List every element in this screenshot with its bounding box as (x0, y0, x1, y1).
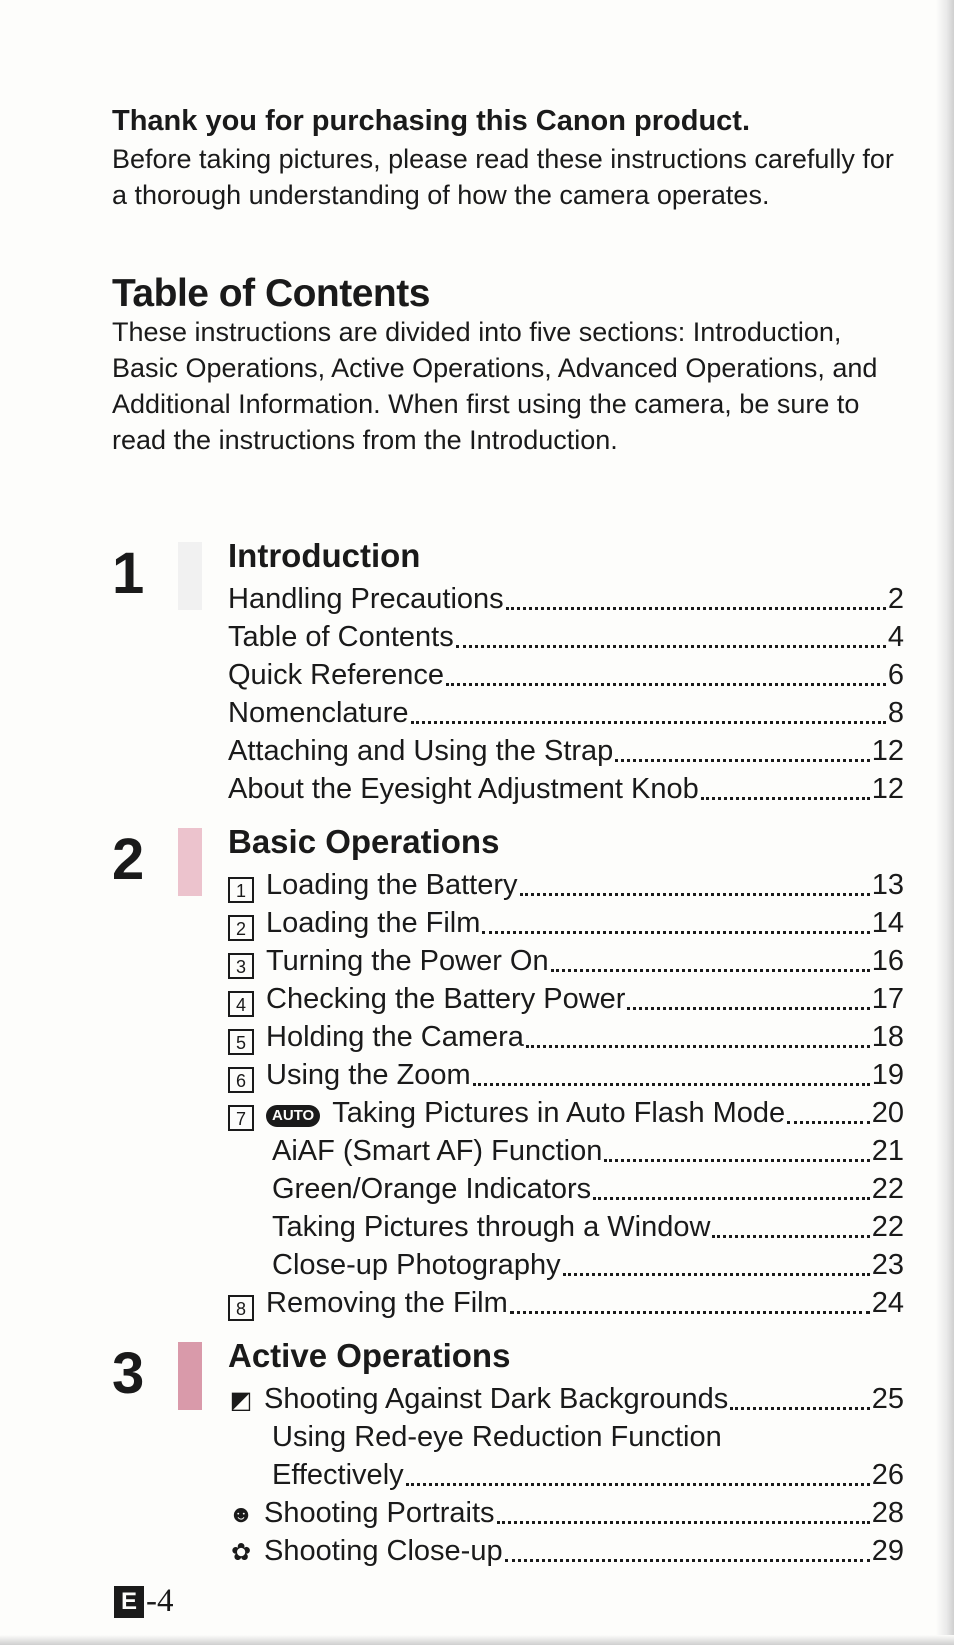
dot-leader (497, 1521, 870, 1524)
toc-entry[interactable] (228, 1532, 904, 1570)
step-number-box: 8 (228, 1295, 254, 1321)
section-title: Introduction (228, 537, 421, 574)
entry-label: Table of Contents (228, 621, 454, 653)
intro-block (112, 103, 902, 213)
dot-leader (406, 1483, 870, 1486)
dot-leader (520, 893, 870, 896)
section-color-tab (178, 542, 202, 610)
shooting-mode-icon: ☻ (228, 1501, 254, 1528)
dot-leader (563, 1273, 870, 1276)
toc-entry[interactable] (228, 1208, 904, 1246)
section-title: Basic Operations (228, 823, 500, 860)
entry-page-number: 22 (871, 1173, 904, 1205)
entry-page-number: 2 (887, 583, 904, 615)
toc-entry[interactable] (228, 732, 904, 770)
entry-page-number: 25 (871, 1383, 904, 1415)
entry-label: Attaching and Using the Strap (228, 735, 614, 767)
toc-entry[interactable] (228, 1246, 904, 1284)
auto-mode-icon: AUTO (266, 1105, 320, 1127)
section-entries (228, 1380, 904, 1570)
entry-label: Shooting Portraits (264, 1497, 495, 1529)
entry-page-number: 19 (871, 1059, 904, 1091)
page-footer (114, 1583, 174, 1620)
intro-text: Before taking pictures, please read these instructions carefully for a thorough understanding of how the camera operates. (112, 144, 894, 210)
dot-leader (730, 1407, 869, 1410)
toc-entry[interactable] (228, 1456, 904, 1494)
dot-leader (510, 1311, 870, 1314)
step-number-box: 3 (228, 953, 254, 979)
dot-leader (787, 1121, 870, 1124)
dot-leader (701, 797, 870, 800)
dot-leader (712, 1235, 869, 1238)
section-color-tab (178, 828, 202, 896)
entry-page-number: 17 (871, 983, 904, 1015)
entry-page-number: 12 (871, 773, 904, 805)
dot-leader (446, 683, 886, 686)
entry-page-number: 26 (871, 1459, 904, 1491)
entry-page-number: 24 (871, 1287, 904, 1319)
entry-page-number: 13 (871, 869, 904, 901)
entry-label: Taking Pictures through a Window (272, 1211, 711, 1243)
toc-entry[interactable] (228, 1418, 904, 1456)
dot-leader (593, 1197, 870, 1200)
entry-page-number: 18 (871, 1021, 904, 1053)
toc-description: These instructions are divided into five sections: Introduction, Basic Operations, Active Operations, Advanced Operations, and Additional Information. When first using the camera, be sure to read the instructions from the Introduction. (112, 317, 878, 455)
shooting-mode-icon: ◩ (229, 1387, 253, 1414)
section-entries (228, 580, 904, 808)
entry-label: Checking the Battery Power (266, 983, 626, 1015)
entry-label: Green/Orange Indicators (272, 1173, 592, 1205)
toc-entry[interactable] (228, 942, 904, 980)
toc-entry[interactable] (228, 1132, 904, 1170)
entry-page-number: 14 (871, 907, 904, 939)
toc-entry[interactable] (228, 770, 904, 808)
toc-entry[interactable] (228, 1018, 904, 1056)
toc-title: Table of Contents (112, 272, 430, 315)
entry-label: Holding the Camera (266, 1021, 524, 1053)
dot-leader (456, 645, 886, 648)
entry-label: Removing the Film (266, 1287, 508, 1319)
toc-entry[interactable] (228, 1494, 904, 1532)
entry-label: Shooting Close-up (264, 1535, 503, 1567)
step-number-box: 4 (228, 991, 254, 1017)
dot-leader (551, 969, 870, 972)
entry-label: Loading the Film (266, 907, 481, 939)
section-color-tab (178, 1342, 202, 1410)
section-number: 2 (112, 827, 145, 892)
entry-page-number: 12 (871, 735, 904, 767)
entry-page-number: 4 (887, 621, 904, 653)
dot-leader (615, 759, 869, 762)
entry-page-number: 28 (871, 1497, 904, 1529)
toc-entry[interactable] (228, 1284, 904, 1322)
entry-page-number: 16 (871, 945, 904, 977)
entry-page-number: 6 (887, 659, 904, 691)
toc-entry[interactable] (228, 1056, 904, 1094)
dot-leader (411, 721, 886, 724)
step-number-box: 2 (228, 915, 254, 941)
toc-entry[interactable] (228, 580, 904, 618)
intro-thanks: Thank you for purchasing this Canon product. (112, 105, 751, 137)
page-edge-shadow (936, 0, 954, 1645)
page-number: -4 (146, 1583, 174, 1619)
toc-entry[interactable] (228, 1170, 904, 1208)
section-number: 3 (112, 1341, 145, 1406)
dot-leader (604, 1159, 869, 1162)
step-number-box: 7 (228, 1105, 254, 1131)
entry-label: Effectively (272, 1459, 404, 1491)
dot-leader (526, 1045, 870, 1048)
dot-leader (473, 1083, 870, 1086)
section-entries (228, 866, 904, 1322)
toc-entry[interactable] (228, 1094, 904, 1132)
entry-label: Using the Zoom (266, 1059, 471, 1091)
entry-page-number: 21 (871, 1135, 904, 1167)
entry-label: About the Eyesight Adjustment Knob (228, 773, 699, 805)
entry-page-number: 8 (887, 697, 904, 729)
entry-label: Using Red-eye Reduction Function (272, 1421, 722, 1453)
entry-page-number: 20 (871, 1097, 904, 1129)
toc-entry[interactable] (228, 694, 904, 732)
step-number-box: 5 (228, 1029, 254, 1055)
dot-leader (506, 607, 886, 610)
toc-entry[interactable] (228, 866, 904, 904)
dot-leader (505, 1559, 870, 1562)
entry-page-number: 22 (871, 1211, 904, 1243)
entry-label: Shooting Against Dark Backgrounds (264, 1383, 729, 1415)
section-number: 1 (112, 541, 145, 606)
entry-label: Quick Reference (228, 659, 444, 691)
entry-label: Nomenclature (228, 697, 409, 729)
section-title: Active Operations (228, 1337, 511, 1374)
entry-label: AiAF (Smart AF) Function (272, 1135, 603, 1167)
toc-entry[interactable] (228, 618, 904, 656)
toc-entry[interactable] (228, 980, 904, 1018)
shooting-mode-icon: ✿ (230, 1539, 252, 1566)
toc-entry[interactable] (228, 904, 904, 942)
entry-page-number: 23 (871, 1249, 904, 1281)
step-number-box: 1 (228, 877, 254, 903)
entry-label: Handling Precautions (228, 583, 504, 615)
entry-label: Taking Pictures in Auto Flash Mode (332, 1097, 786, 1129)
entry-label: Turning the Power On (266, 945, 549, 977)
entry-label: Close-up Photography (272, 1249, 561, 1281)
page-bottom-edge (0, 1635, 954, 1645)
toc-entry[interactable] (228, 656, 904, 694)
entry-label: Loading the Battery (266, 869, 518, 901)
dot-leader (627, 1007, 869, 1010)
step-number-box: 6 (228, 1067, 254, 1093)
toc-entry[interactable] (228, 1380, 904, 1418)
entry-page-number: 29 (871, 1535, 904, 1567)
dot-leader (482, 931, 869, 934)
language-badge: E (114, 1586, 144, 1618)
